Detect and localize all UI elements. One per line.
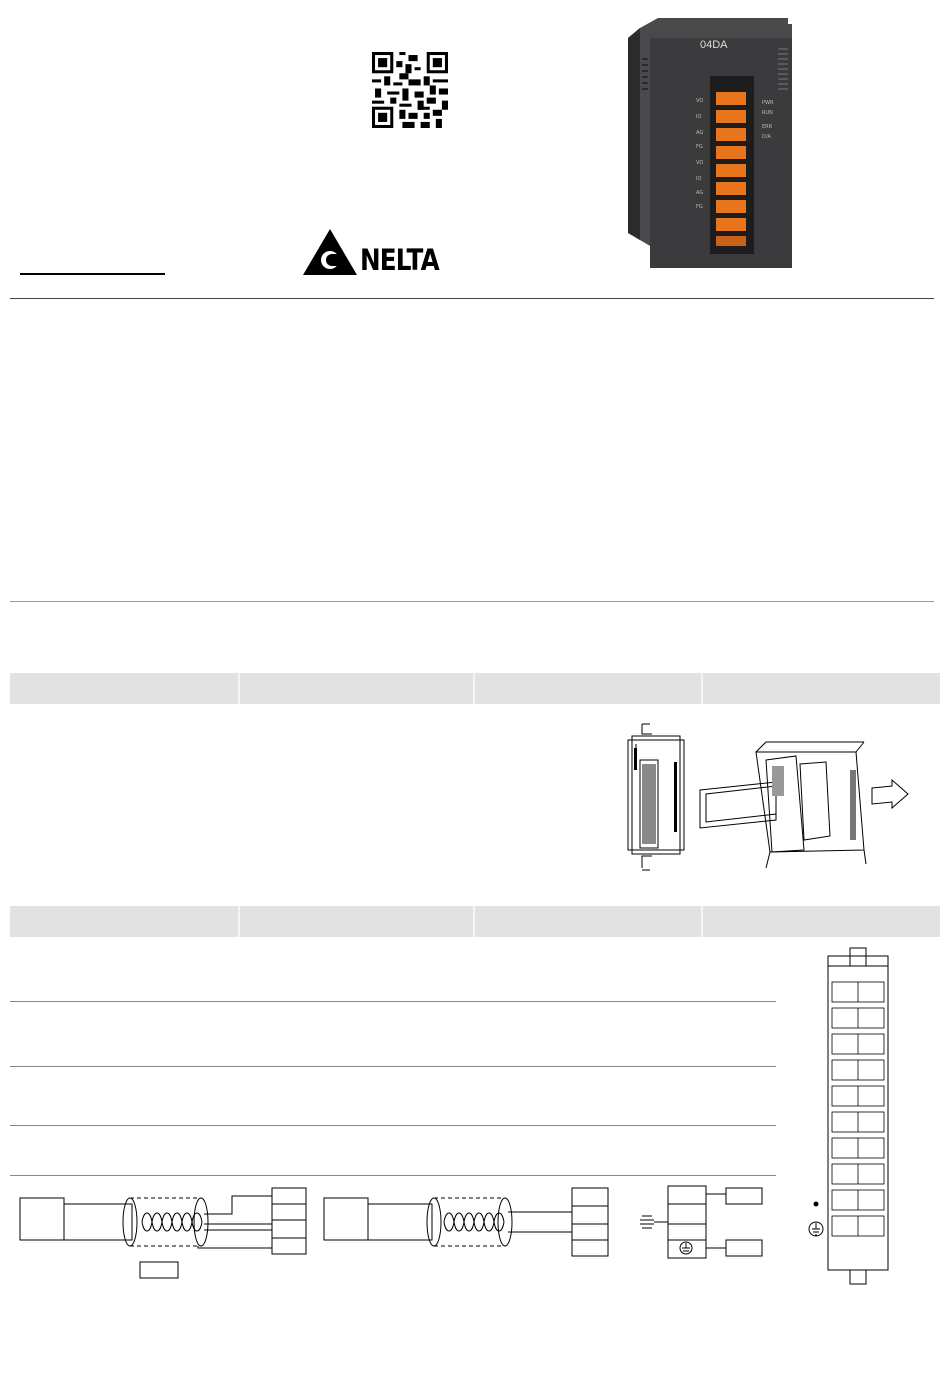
module-photo (628, 18, 794, 274)
delta-logo (302, 228, 454, 278)
qr-code-icon (372, 52, 448, 128)
svg-text:FG: FG (696, 144, 703, 150)
title-underline (20, 273, 165, 275)
logo-text: NELTA (360, 243, 439, 277)
svg-text:FG: FG (696, 204, 703, 210)
svg-text:ERR: ERR (762, 124, 773, 130)
wiring-diagram-current (320, 1184, 612, 1284)
section-band-2 (10, 906, 940, 937)
module-label: 04DA (700, 39, 728, 51)
header-rule (10, 298, 934, 299)
ground-icon (809, 1222, 823, 1236)
svg-text:VO: VO (696, 98, 704, 104)
section-band-1 (10, 673, 940, 704)
row-divider-3 (10, 1125, 776, 1126)
terminal-slots (832, 982, 884, 1236)
svg-text:IO: IO (696, 114, 702, 120)
module-front-diagram (622, 722, 688, 872)
svg-text:RUN: RUN (762, 110, 773, 116)
row-divider-4 (10, 1175, 776, 1176)
section-rule (10, 601, 934, 602)
terminal-dot (814, 1202, 819, 1207)
svg-text:PWR: PWR (762, 100, 774, 106)
wiring-diagram-ground (634, 1182, 768, 1262)
row-divider-1 (10, 1001, 776, 1002)
terminal-block-diagram (802, 944, 894, 1286)
svg-text:D/A: D/A (762, 134, 771, 140)
din-rail-mounting-diagram (696, 740, 910, 872)
delta-logo-icon (302, 228, 358, 276)
svg-text:AG: AG (696, 190, 704, 196)
svg-text:AG: AG (696, 130, 704, 136)
svg-text:IO: IO (696, 176, 702, 182)
terminal-block (716, 92, 746, 246)
svg-text:VO: VO (696, 160, 704, 166)
row-divider-2 (10, 1066, 776, 1067)
wiring-diagram-voltage (18, 1184, 310, 1284)
